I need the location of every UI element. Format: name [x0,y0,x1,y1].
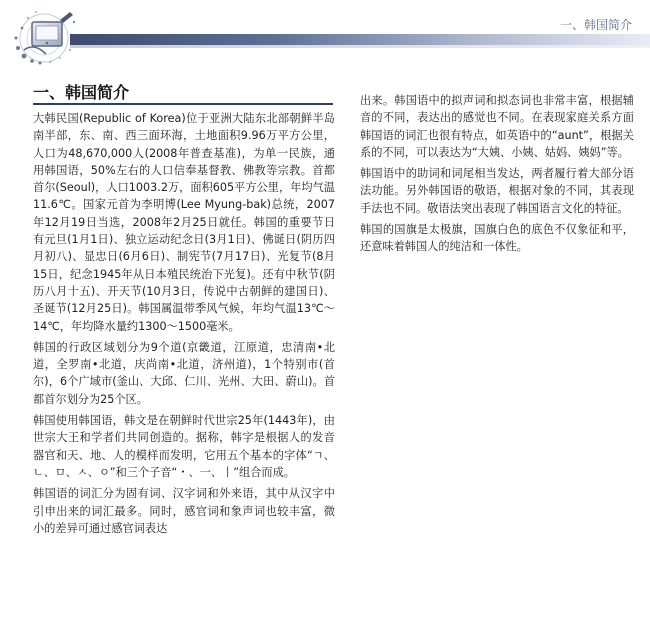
title-underline [33,103,333,105]
paragraph-korean-script: 韩国使用韩国语，韩文是在朝鲜时代世宗25年(1443年)，由世宗大王和学者们共同创造的。据称，韩字是根据人的发音器官和天、地、人的模样而发明，它用五个基本的字体“ㄱ、ㄴ、ㅁ、ㅅ、ㅇ”和三个子音“・、一、丨”组合而成。 [33,414,335,479]
header-band-shadow [70,45,650,48]
paragraph-vocabulary: 韩国语的词汇分为固有词、汉字词和外来语，其中从汉字中引申出来的词汇最多。同时，感官词和象声词也较丰富，微小的差异可通过感官词表达 [33,487,335,535]
paragraph-overview: 大韩民国(Republic of Korea)位于亚洲大陆东北部朝鲜半岛南半部，东、南、西三面环海，土地面积9.96万平方公里，人口为48,670,000人(2008年普查基准)，为单一民族，通用韩国语，50%左右的人口信奉基督教、佛教等宗教。首都首尔(Seoul)，人口1003.2万，面积605平方公里，年均气温11.6℃。国家元首为李明博(Lee Myung-bak)总统，2007年12月19日当选，2008年2月25日就任。韩国的重要节日有元旦(1月1日)、独立运动纪念日(3月1日)、佛诞日(阴历四月初八)、显忠日(6月6日)、制宪节(7月17日)、光复节(8月15日，纪念1945年从日本殖民统治下光复)。还有中秋节(阴历八月十五)、开天节(10月3日，传说中古朝鲜的建国日)、圣诞节(12月25日)。韩国属温带季风气候，年均气温13℃～14℃，年均降水量约1300～1500毫米。 [33,112,335,333]
section-title: 一、韩国简介 [33,83,130,102]
paragraph-vocabulary-continued: 出来。韩国语中的拟声词和拟态词也非常丰富，根据辅音的不同，表达出的感觉也不同。在表现家庭关系方面韩国语的词汇也很有特点，如英语中的“aunt”，根据关系的不同，可以表达为“大姨、小姨、姑妈、姨妈”等。 [360,94,634,159]
paragraph-grammar: 韩国语中的助词和词尾相当发达，两者履行着大部分语法功能。另外韩国语的敬语，根据对象的不同，其表现手法也不同。敬语法突出表现了韩国语言文化的特征。 [360,167,634,215]
page-header [0,0,650,70]
header-band [70,34,650,45]
decorative-emblem-icon [10,4,92,66]
header-section-label: 一、韩国简介 [559,18,632,32]
right-column [360,92,634,260]
paragraph-national-flag: 韩国的国旗是太极旗，国旗白色的底色不仅象征和平，还意味着韩国人的纯洁和一体性。 [360,223,634,254]
paragraph-administrative-divisions: 韩国的行政区域划分为9个道(京畿道，江原道，忠清南•北道，全罗南•北道，庆尚南•北道，济州道)，1个特别市(首尔)，6个广域市(釜山、大邱、仁川、光州、大田、蔚山)。首都首尔划分为25个区。 [33,340,335,406]
left-column [33,110,335,541]
